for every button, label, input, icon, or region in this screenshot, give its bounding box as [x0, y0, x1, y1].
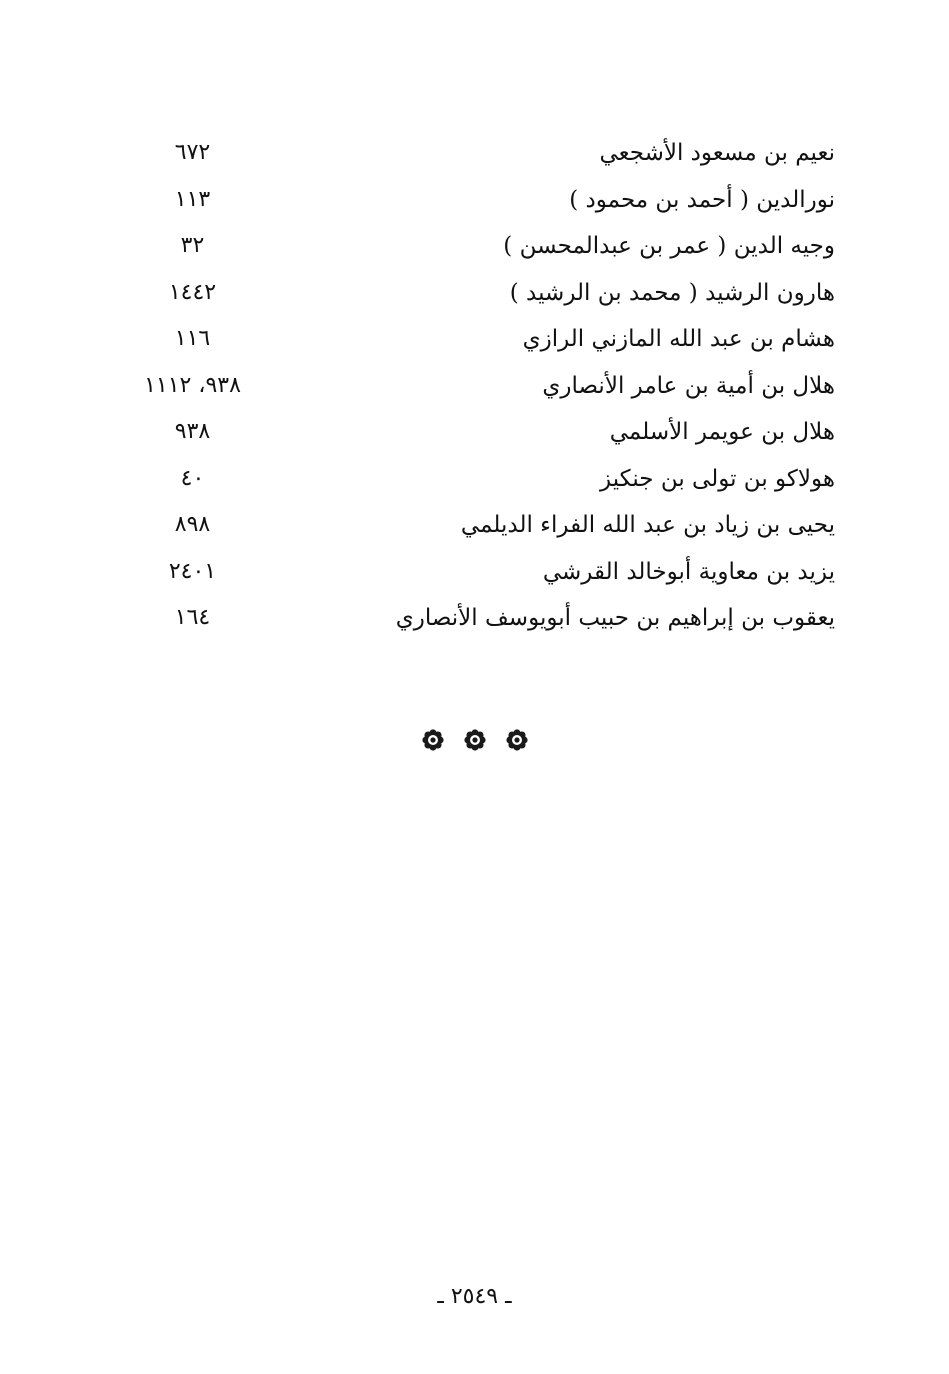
flower-ornament-icon — [505, 728, 529, 752]
index-entry — [120, 409, 835, 456]
entry-page-numbers: ١٤٤٢ — [168, 279, 217, 305]
flower-ornament-icon — [463, 728, 487, 752]
entry-name: هلال بن أمية بن عامر الأنصاري — [542, 372, 835, 399]
entry-page-numbers: ٨٩٨ — [174, 512, 211, 537]
entry-name: يعقوب بن إبراهيم بن حبيب أبويوسف الأنصاري — [395, 605, 835, 631]
entry-name: هشام بن عبد الله المازني الرازي — [522, 326, 835, 352]
index-entry — [120, 549, 835, 596]
entry-page-numbers: ٩٣٨ — [174, 419, 211, 444]
entry-name: هلال بن عويمر الأسلمي — [609, 419, 835, 445]
entry-name: نعيم بن مسعود الأشجعي — [599, 140, 835, 166]
entry-page-numbers: ٤٠ — [180, 465, 205, 491]
index-entry — [120, 316, 835, 363]
entry-page-numbers: ٩٣٨، ١١١٢ — [144, 372, 241, 398]
page-number: ـ ٢٥٤٩ ـ — [437, 1284, 512, 1309]
index-entry — [120, 363, 835, 410]
entry-page-numbers: ١١٦ — [174, 326, 211, 351]
entry-page-numbers: ٣٢ — [180, 233, 205, 258]
entry-page-numbers: ١٦٤ — [174, 605, 211, 630]
index-entry — [120, 177, 835, 224]
entry-page-numbers: ١١٣ — [174, 186, 211, 212]
index-entry — [120, 595, 835, 642]
entry-page-numbers: ٢٤٠١ — [168, 558, 217, 584]
entry-name: وجيه الدين ( عمر بن عبدالمحسن ) — [503, 233, 835, 259]
index-entry — [120, 456, 835, 503]
index-entry — [120, 270, 835, 317]
entry-name: هارون الرشيد ( محمد بن الرشيد ) — [509, 279, 835, 306]
name-index-list — [120, 130, 835, 642]
index-entry — [120, 223, 835, 270]
flower-ornament-icon — [421, 728, 445, 752]
entry-page-numbers: ٦٧٢ — [174, 140, 211, 165]
section-end-ornament — [0, 728, 949, 752]
entry-name: نورالدين ( أحمد بن محمود ) — [569, 186, 835, 213]
entry-name: يزيد بن معاوية أبوخالد القرشي — [542, 558, 835, 585]
entry-name: يحيى بن زياد بن عبد الله الفراء الديلمي — [460, 512, 835, 538]
entry-name: هولاكو بن تولى بن جنكيز — [600, 465, 835, 492]
index-entry — [120, 502, 835, 549]
index-entry — [120, 130, 835, 177]
